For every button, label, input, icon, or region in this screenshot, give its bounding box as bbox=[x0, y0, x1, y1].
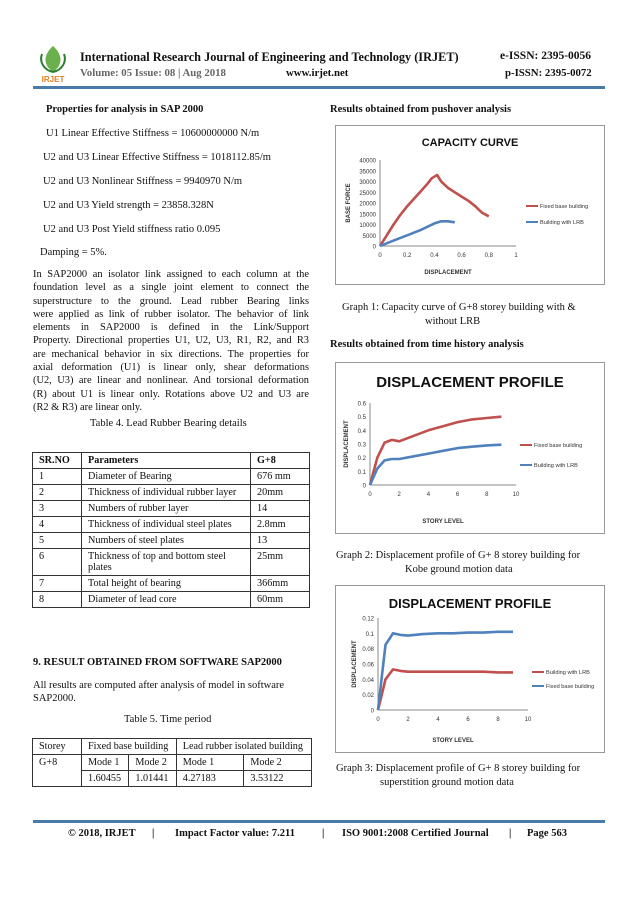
x-tick-label: 6 bbox=[466, 717, 470, 723]
y-tick-label: 0.06 bbox=[362, 662, 374, 669]
x-tick-label: 2 bbox=[397, 492, 401, 498]
series-line-fixed-base-building bbox=[370, 417, 501, 485]
superstition-displacement-chart bbox=[335, 585, 605, 753]
graph1-caption: Graph 1: Capacity curve of G+8 storey building with & bbox=[342, 302, 576, 313]
x-tick-label: 8 bbox=[485, 492, 489, 498]
table-row: G+8 Mode 1 Mode 2 Mode 1 Mode 2 bbox=[33, 755, 312, 771]
y-tick-label: 10000 bbox=[359, 223, 376, 229]
x-tick-label: 0.6 bbox=[457, 253, 466, 259]
timehistory-heading: Results obtained from time history analysis bbox=[330, 339, 524, 350]
kobe-displacement-chart bbox=[335, 362, 605, 534]
series-line-fixed-base-building bbox=[380, 175, 489, 246]
x-axis-label: DISPLACEMENT bbox=[424, 270, 472, 276]
para-line: Property. Directional properties U1, U2, U3, R1, R2, and R3 bbox=[33, 335, 309, 347]
y-tick-label: 20000 bbox=[359, 201, 376, 208]
section9-line: SAP2000. bbox=[33, 693, 76, 704]
prop-line: U2 and U3 Post Yield stiffness ratio 0.095 bbox=[43, 224, 221, 235]
x-tick-label: 0 bbox=[376, 717, 380, 723]
x-tick-label: 0.2 bbox=[403, 253, 412, 259]
legend-label: Fixed base building bbox=[534, 443, 583, 449]
x-tick-label: 10 bbox=[524, 717, 532, 723]
y-tick-label: 40000 bbox=[359, 158, 376, 165]
table-row: 6 Thickness of top and bottom steel plates 25mm bbox=[33, 549, 310, 576]
para-line: (R2 & R3) are linear only. bbox=[33, 401, 142, 413]
x-tick-label: 2 bbox=[406, 717, 410, 723]
eissn: e-ISSN: 2395-0056 bbox=[500, 50, 592, 62]
prop-line: U1 Linear Effective Stiffness = 10600000000 N/m bbox=[46, 128, 260, 139]
col-header: Parameters bbox=[82, 453, 251, 469]
footer-rule bbox=[33, 820, 605, 823]
table-row: 3 Numbers of rubber layer 14 bbox=[33, 501, 310, 517]
y-tick-label: 0.1 bbox=[357, 469, 366, 476]
legend-label: Fixed base building bbox=[546, 684, 595, 690]
table-header-row bbox=[33, 453, 310, 469]
journal-title: International Research Journal of Engineering and Technology (IRJET) bbox=[80, 50, 459, 64]
y-tick-label: 0 bbox=[362, 483, 366, 490]
graph3-caption: Graph 3: Displacement profile of G+ 8 storey building for bbox=[336, 763, 581, 774]
para-line: foundation level as a single joint element to connect the bbox=[33, 282, 309, 294]
y-tick-label: 30000 bbox=[359, 180, 376, 186]
footer-page: Page 563 bbox=[527, 828, 567, 839]
para-line: elements in SAP2000 is defined in the Link/Support bbox=[33, 322, 309, 334]
col-header: Lead rubber isolated building bbox=[176, 739, 311, 755]
x-tick-label: 0 bbox=[378, 253, 382, 259]
para-line: are mechanical behavior in six directions. The properties for bbox=[33, 348, 309, 360]
y-tick-label: 0.2 bbox=[357, 456, 366, 463]
y-tick-label: 15000 bbox=[359, 212, 376, 219]
y-tick-label: 0 bbox=[372, 244, 376, 251]
para-line: were applied as link of rubber isolator. The behavior of link bbox=[33, 308, 309, 320]
x-tick-label: 1 bbox=[514, 253, 518, 259]
pushover-heading: Results obtained from pushover analysis bbox=[330, 104, 512, 115]
y-tick-label: 0.4 bbox=[357, 428, 366, 435]
footer-impact: Impact Factor value: 7.211 bbox=[175, 828, 295, 839]
col-header: Storey bbox=[33, 739, 82, 755]
y-axis-label: DISPLACEMENT bbox=[352, 640, 358, 688]
footer-iso: ISO 9001:2008 Certified Journal bbox=[342, 828, 489, 839]
graph3-caption: superstition ground motion data bbox=[380, 777, 514, 788]
legend-label: Building with LRB bbox=[534, 463, 578, 469]
y-tick-label: 5000 bbox=[362, 233, 376, 240]
props-heading: Properties for analysis in SAP 2000 bbox=[46, 104, 204, 115]
table-row: 5 Numbers of steel plates 13 bbox=[33, 533, 310, 549]
x-tick-label: 0 bbox=[368, 492, 372, 498]
chart-title: DISPLACEMENT PROFILE bbox=[376, 374, 564, 391]
chart-title: DISPLACEMENT PROFILE bbox=[388, 596, 552, 611]
table-row: 2 Thickness of individual rubber layer 20mm bbox=[33, 485, 310, 501]
y-tick-label: 0.6 bbox=[357, 401, 366, 408]
prop-line: U2 and U3 Nonlinear Stiffness = 9940970 N/m bbox=[43, 176, 243, 187]
lead-rubber-bearing-table bbox=[32, 452, 310, 608]
storey-cell: G+8 bbox=[33, 755, 82, 787]
website-link[interactable]: www.irjet.net bbox=[286, 67, 349, 79]
x-tick-label: 8 bbox=[496, 717, 500, 723]
para-line: In SAP2000 an isolator link assigned to each column at the bbox=[33, 269, 309, 280]
graph1-caption: without LRB bbox=[425, 316, 481, 327]
x-axis-label: STORY LEVEL bbox=[422, 519, 464, 525]
y-axis-label: DISPLACEMENT bbox=[344, 420, 350, 468]
x-tick-label: 0.8 bbox=[484, 253, 493, 259]
col-header: SR.NO bbox=[33, 453, 82, 469]
table4-caption: Table 4. Lead Rubber Bearing details bbox=[90, 418, 247, 429]
section9-heading: 9. RESULT OBTAINED FROM SOFTWARE SAP2000 bbox=[33, 657, 282, 668]
x-tick-label: 6 bbox=[455, 492, 460, 498]
x-tick-label: 4 bbox=[426, 492, 431, 498]
x-tick-label: 0.4 bbox=[430, 253, 439, 259]
table5-caption: Table 5. Time period bbox=[124, 714, 212, 725]
irjet-logo bbox=[34, 44, 72, 84]
x-axis-label: STORY LEVEL bbox=[432, 738, 474, 744]
pissn: p-ISSN: 2395-0072 bbox=[505, 67, 592, 79]
col-header: G+8 bbox=[251, 453, 310, 469]
y-tick-label: 0.3 bbox=[357, 442, 366, 449]
legend-label: Building with LRB bbox=[546, 670, 590, 676]
para-line: superstructure to the ground. Lead rubber Bearing links bbox=[33, 295, 309, 307]
y-tick-label: 35000 bbox=[359, 169, 376, 176]
para-line: axial deformation (U1) is linear only, shear deformations bbox=[33, 362, 309, 374]
prop-line: U2 and U3 Linear Effective Stiffness = 1018112.85/m bbox=[43, 152, 271, 163]
x-tick-label: 4 bbox=[436, 717, 440, 723]
series-line-building-with-lrb bbox=[370, 445, 501, 485]
time-period-table bbox=[32, 738, 312, 787]
y-tick-label: 0.08 bbox=[362, 647, 374, 654]
legend-label: Fixed base building bbox=[540, 204, 589, 210]
y-tick-label: 0.1 bbox=[365, 631, 374, 638]
table-row: 4 Thickness of individual steel plates 2.8mm bbox=[33, 517, 310, 533]
y-tick-label: 0.5 bbox=[357, 415, 366, 422]
table-row: 7 Total height of bearing 366mm bbox=[33, 576, 310, 592]
legend-label: Building with LRB bbox=[540, 220, 584, 226]
table-row: 8 Diameter of lead core 60mm bbox=[33, 592, 310, 608]
prop-line: U2 and U3 Yield strength = 23858.328N bbox=[43, 200, 214, 211]
table-header-row bbox=[33, 739, 312, 755]
capacity-curve-chart bbox=[335, 125, 605, 285]
graph2-caption: Kobe ground motion data bbox=[405, 564, 513, 575]
para-line: (R) about U1 is linear only. Rotations above U2 and U3 are bbox=[33, 388, 309, 400]
y-tick-label: 25000 bbox=[359, 190, 376, 197]
table-row: 1.60455 1.01441 4.27183 3.53122 bbox=[33, 771, 312, 787]
col-header: Fixed base building bbox=[82, 739, 177, 755]
table-row: 1 Diameter of Bearing 676 mm bbox=[33, 469, 310, 485]
para-line: (U2, U3) are linear and nonlinear. And torsional deformation bbox=[33, 375, 309, 387]
series-line-building-with-lrb bbox=[380, 221, 455, 246]
series-line-building-with-lrb bbox=[378, 669, 513, 710]
isolator-paragraph bbox=[33, 268, 309, 414]
footer-copyright: © 2018, IRJET bbox=[68, 828, 136, 839]
section9-line: All results are computed after analysis of model in software bbox=[33, 680, 285, 691]
y-tick-label: 0.04 bbox=[362, 677, 374, 684]
logo-text: IRJET bbox=[41, 75, 65, 84]
header-rule bbox=[33, 86, 605, 89]
y-tick-label: 0 bbox=[370, 708, 374, 715]
y-tick-label: 0.02 bbox=[362, 693, 374, 700]
y-tick-label: 0.12 bbox=[362, 616, 374, 623]
chart-title: CAPACITY CURVE bbox=[421, 137, 519, 149]
graph2-caption: Graph 2: Displacement profile of G+ 8 storey building for bbox=[336, 550, 581, 561]
volume-issue: Volume: 05 Issue: 08 | Aug 2018 bbox=[80, 67, 226, 79]
x-tick-label: 10 bbox=[512, 492, 520, 498]
prop-line: Damping = 5%. bbox=[40, 247, 107, 258]
y-axis-label: BASE FORCE bbox=[346, 183, 352, 223]
